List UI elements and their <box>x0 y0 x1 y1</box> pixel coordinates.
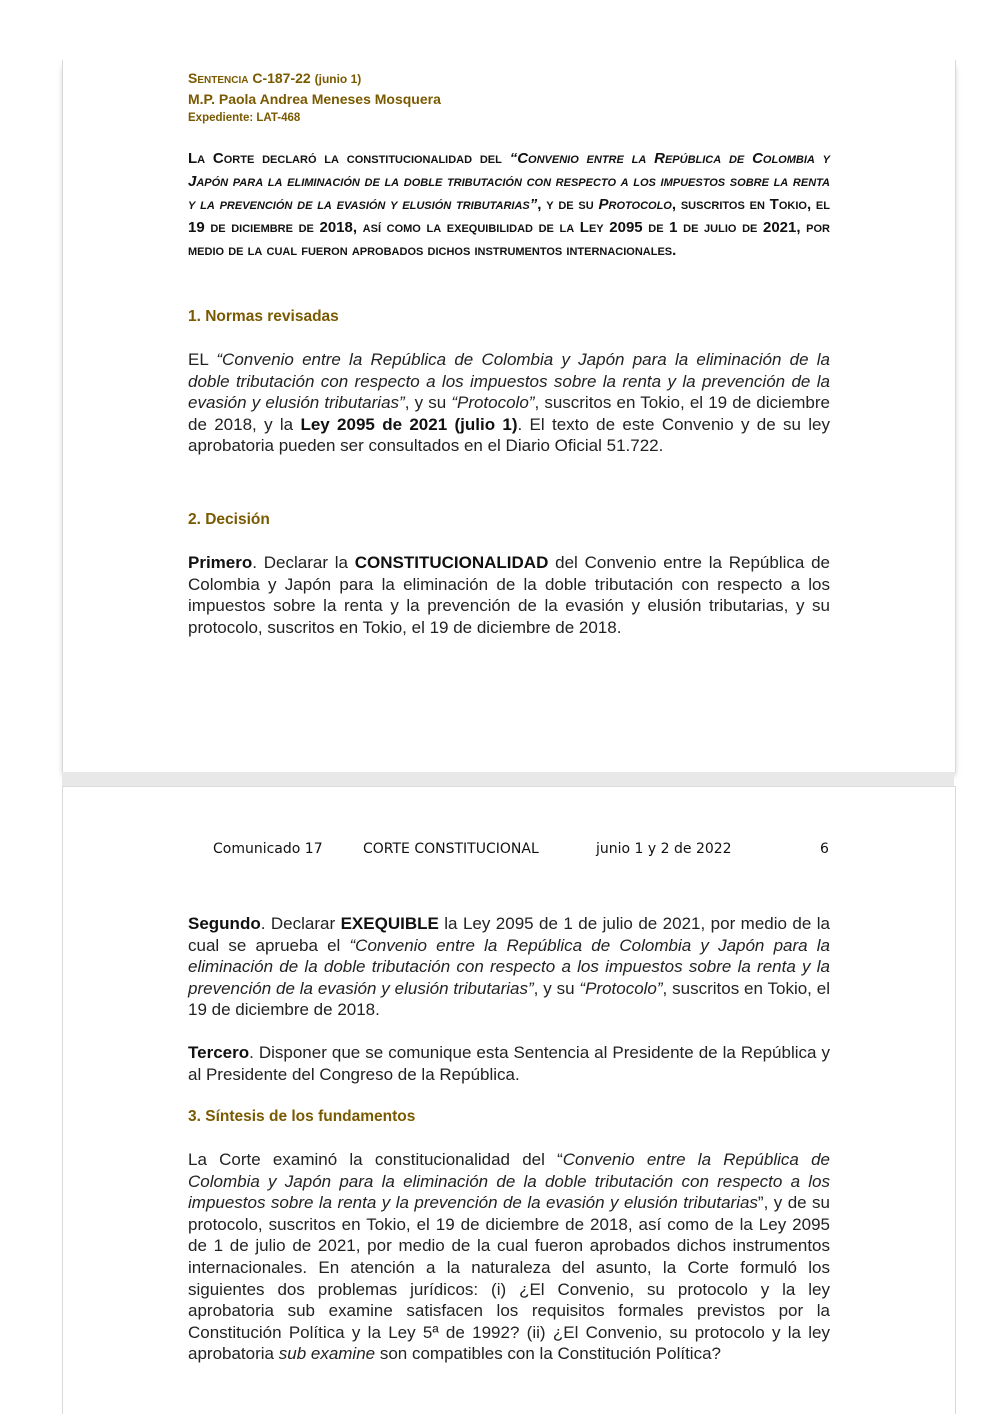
normas-revisadas-paragraph <box>188 349 830 457</box>
tercero-text: . Disponer que se comunique esta Sentencia al Presidente de la República y al Presidente del Congreso de la República. <box>188 1042 830 1084</box>
normas-text-2: , y su <box>404 393 452 413</box>
segundo-label: Segundo <box>188 914 261 933</box>
segundo-exequible: EXEQUIBLE <box>340 914 439 933</box>
sintesis-text-1: La Corte examinó la constitucionalidad del “ <box>188 1150 563 1169</box>
header-court-name: CORTE CONSTITUCIONAL <box>363 841 539 857</box>
segundo-protocolo: “Protocolo” <box>579 978 663 998</box>
sintesis-convenio-title: Convenio entre la República de Colombia y Japón para la eliminación de la doble tributación con respecto a los impuestos sobre la renta y la prevención de la evasión y elusión tributarias <box>188 1150 830 1213</box>
headline-protocolo: Protocolo <box>598 196 672 213</box>
primero-text-2: del Convenio entre la República de Colombia y Japón para la eliminación de la doble tributación con respecto a los impuestos sobre la renta y la prevención de la evasión y elusión tributarias, y su protocolo, suscritos en Tokio, el 19 de diciembre de 2018. <box>188 553 830 637</box>
decision-primero-paragraph <box>188 552 830 638</box>
header-date: junio 1 y 2 de 2022 <box>596 841 732 857</box>
segundo-convenio-title: “Convenio entre la República de Colombia y Japón para la eliminación de la doble tributación con respecto a los impuestos sobre la renta y la prevención de la evasión y elusión tributarias” <box>188 935 831 998</box>
sentencia-title <box>188 68 830 89</box>
primero-text-1: . Declarar la <box>252 553 355 572</box>
sentencia-label: Sentencia C-187-22 <box>188 70 311 86</box>
decision-tercero-paragraph <box>188 1042 830 1085</box>
decision-segundo-paragraph <box>188 913 830 1021</box>
headline-convenio-title: “Convenio entre la República de Colombia y Japón para la eliminación de la doble tributación con respecto a los impuestos sobre la renta y la prevención de la evasión y elusión tributarias” <box>188 150 830 213</box>
page-running-header <box>213 841 833 861</box>
section-heading-normas-revisadas: 1. Normas revisadas <box>188 308 339 325</box>
section-heading-sintesis: 3. Síntesis de los fundamentos <box>188 1108 416 1125</box>
sintesis-paragraph <box>188 1149 830 1365</box>
normas-text-1: EL <box>188 350 217 369</box>
segundo-text-2: la Ley 2095 de 1 de julio de 2021, por medio de la cual se aprueba el <box>188 914 830 955</box>
headline-text-3: , suscritos en Tokio, el 19 de diciembre de 2018, así como la exequibilidad de la Ley 2095 de 1 de julio de 2021, por medio de la cual fueron aprobados dichos instrumentos internacionales. <box>188 196 830 259</box>
section-heading-decision: 2. Decisión <box>188 511 270 528</box>
decision-continued <box>188 913 830 1085</box>
normas-protocolo: “Protocolo” <box>451 393 535 413</box>
segundo-text-3: , y su <box>533 978 580 998</box>
tercero-label: Tercero <box>188 1042 250 1062</box>
section-sintesis <box>188 1106 830 1365</box>
ruling-headline <box>188 147 830 262</box>
normas-text-3: , suscritos en Tokio, el 19 de diciembre de 2018, y la <box>188 393 830 434</box>
sentencia-header-block <box>188 68 830 262</box>
normas-convenio-title: “Convenio entre la República de Colombia y Japón para la eliminación de la doble tributación con respecto a los impuestos sobre la renta y la prevención de la evasión y elusión tributarias” <box>188 350 830 413</box>
sentencia-date: (junio 1) <box>314 72 362 86</box>
sintesis-text-3: son compatibles con la Constitución Política? <box>375 1344 721 1364</box>
header-page-number: 6 <box>820 841 829 857</box>
headline-text-2: , y de su <box>537 196 599 213</box>
primero-label: Primero <box>188 553 253 572</box>
magistrate-name: M.P. Paola Andrea Meneses Mosquera <box>188 91 441 107</box>
case-file-number: Expediente: LAT-468 <box>188 112 301 124</box>
segundo-text-4: , suscritos en Tokio, el 19 de diciembre de 2018. <box>188 978 830 1020</box>
normas-ley-reference: Ley 2095 de 2021 (julio 1) <box>300 414 518 434</box>
segundo-text-1: . Declarar <box>260 914 341 933</box>
headline-text-1: La Corte declaró la constitucionalidad del <box>188 150 510 167</box>
normas-text-4: . El texto de este Convenio y de su ley aprobatoria pueden ser consultados en el Diario Oficial 51.722. <box>188 414 831 456</box>
page-separator <box>62 772 954 786</box>
sintesis-sub-examine: sub examine <box>278 1344 376 1364</box>
header-comunicado: Comunicado 17 <box>213 841 323 857</box>
document-page-5 <box>62 60 956 772</box>
document-page-6 <box>62 786 956 1414</box>
section-normas <box>188 306 830 457</box>
section-decision <box>188 509 830 638</box>
primero-constitucionalidad: CONSTITUCIONALIDAD <box>354 553 549 572</box>
sintesis-text-2: ”, y de su protocolo, suscritos en Tokio, el 19 de diciembre de 2018, así como de la Ley 2095 de 1 de julio de 2021, por medio de la cual fueron aprobados dichos instrumentos internacionales. En atención a la naturaleza del asunto, la Corte formuló los siguientes dos problemas jurídicos: (i) ¿El Convenio, su protocolo y la ley aprobatoria sub examine satisfacen los requisitos formales previstos por la Constitución Política y la Ley 5ª de 1992? (ii) ¿El Convenio, su protocolo y la ley aprobatoria <box>188 1193 830 1364</box>
